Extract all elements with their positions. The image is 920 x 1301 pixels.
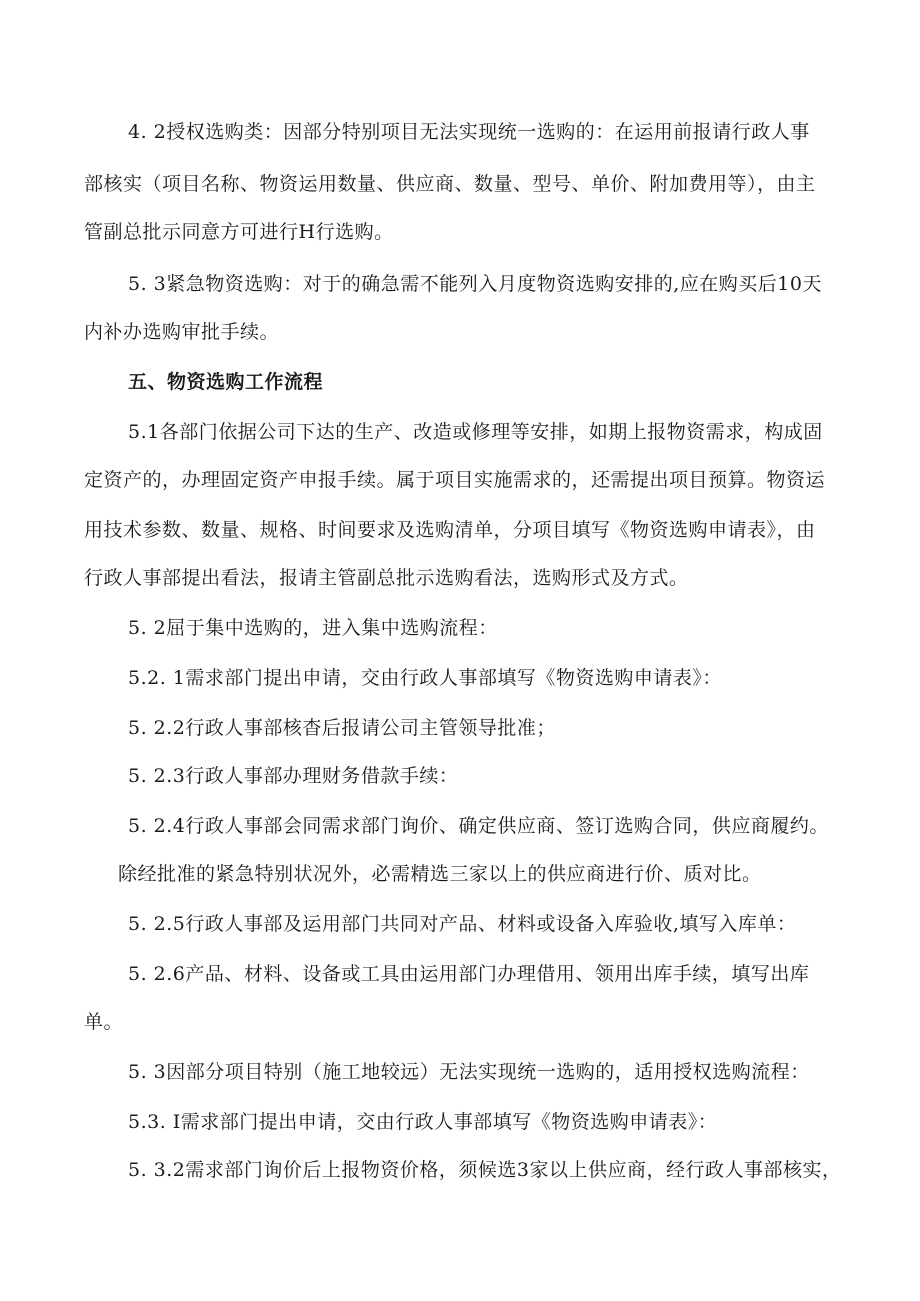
section-heading-5: 五、物资选购工作流程 (128, 371, 324, 393)
paragraph-5-1-line-3: 用技术参数、数量、规格、时间要求及选购清单，分项目填写《物资选购申请表》，由 (84, 519, 816, 541)
paragraph-5-3-emergency-line-2: 内补办选购审批手续。 (84, 321, 280, 343)
paragraph-5-2-6-line-2: 单。 (84, 1011, 124, 1033)
paragraph-5-3-1: 5.3. I需求部门提出申请，交由行政人事部填写《物资选购申请表》： (128, 1111, 718, 1133)
paragraph-5-2-2: 5. 2.2行政人事部核杳后报请公司主管领导批准； (128, 717, 556, 739)
paragraph-5-2-1: 5.2. 1需求部门提出申请，交由行政人事部填写《物资选购申请表》： (128, 667, 722, 689)
paragraph-5-3-emergency-line-1: 5. 3紧急物资选购：对于的确急需不能列入月度物资选购安排的,应在购买后10天 (128, 273, 822, 295)
paragraph-5-2-5: 5. 2.5行政人事部及运用部门共同对产品、材料或设备入库验收,填写入库单： (128, 913, 797, 935)
paragraph-5-3-2: 5. 3.2需求部门询价后上报物资价格，须候选3家以上供应商，经行政人事部核实， (128, 1159, 842, 1181)
paragraph-5-3-authorized: 5. 3因部分项目特别（施工地较远）无法实现统一选购的，适用授权选购流程： (128, 1061, 810, 1083)
paragraph-5-1-line-1: 5.1各部门依据公司下达的生产、改造或修理等安排，如期上报物资需求，构成固 (128, 421, 823, 443)
paragraph-5-2-4-line-1: 5. 2.4行政人事部会同需求部门询价、确定供应商、签订选购合同，供应商履约。 (128, 815, 829, 837)
paragraph-4-2-line-1: 4. 2授权选购类：因部分特别项目无法实现统一选购的：在运用前报请行政人事 (128, 121, 810, 143)
paragraph-5-1-line-2: 定资产的，办理固定资产申报手续。属于项目实施需求的，还需提出项目预算。物资运 (84, 469, 826, 491)
paragraph-5-2: 5. 2屈于集中选购的，进入集中选购流程： (128, 617, 498, 639)
paragraph-5-2-4-line-2: 除经批准的紧急特别状况外，必需精选三家以上的供应商进行价、质对比。 (118, 863, 762, 885)
paragraph-5-2-6-line-1: 5. 2.6产品、材料、设备或工具由运用部门办理借用、领用出库手续，填写出库 (128, 963, 810, 985)
paragraph-5-1-line-4: 行政人事部提出看法，报请主管副总批示选购看法，选购形式及方式。 (84, 567, 689, 589)
paragraph-5-2-3: 5. 2.3行政人事部办理财务借款手续： (128, 765, 459, 787)
paragraph-4-2-line-2: 部核实（项目名称、物资运用数量、供应商、数量、型号、单价、附加费用等），由主 (84, 173, 816, 195)
paragraph-4-2-line-3: 管副总批示同意方可进行H行选购。 (84, 221, 394, 243)
